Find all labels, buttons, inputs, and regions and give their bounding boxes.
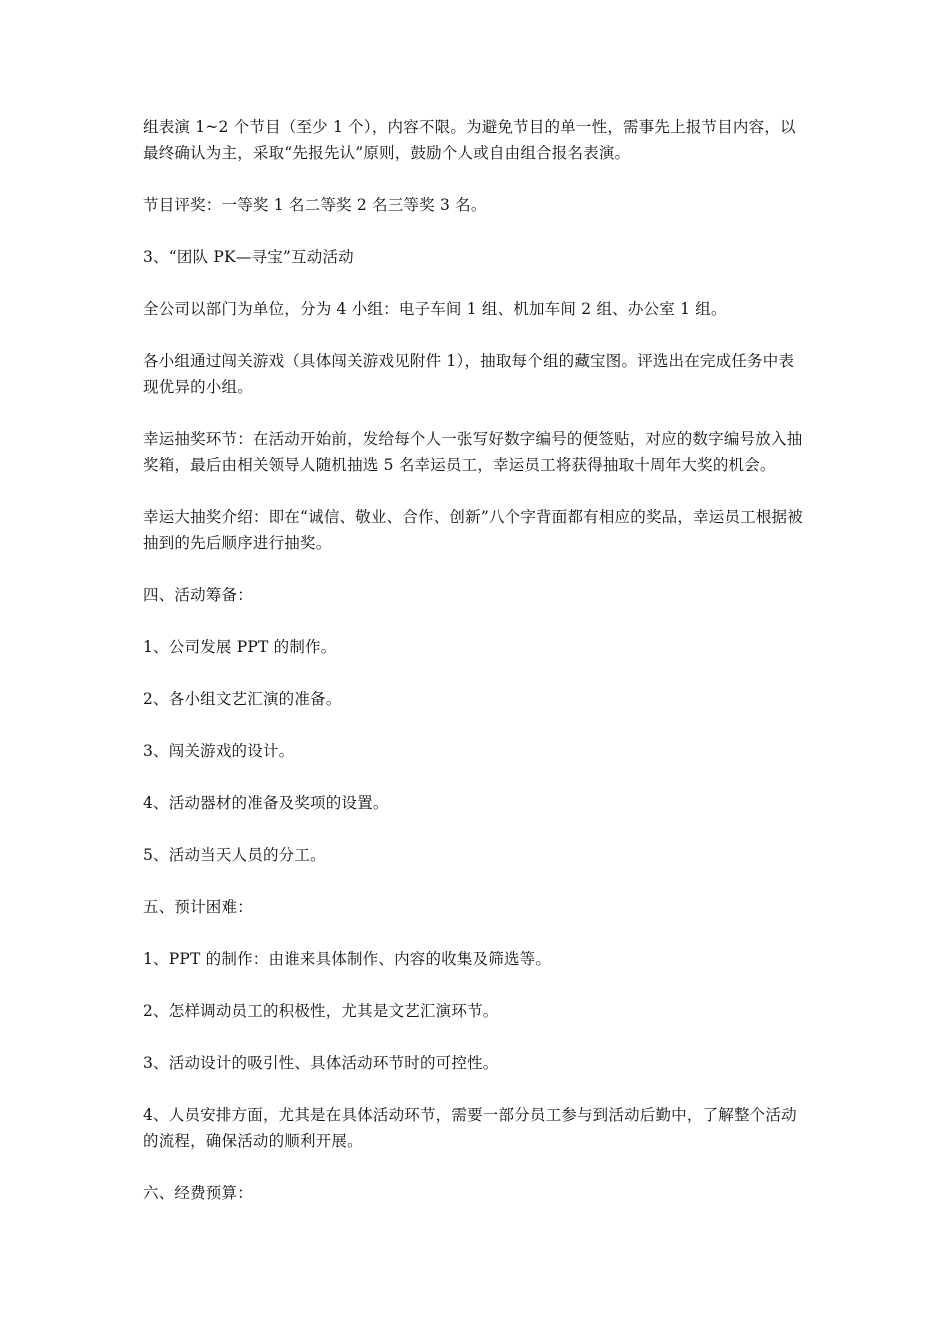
paragraph-lucky-draw: 幸运抽奖环节：在活动开始前，发给每个人一张写好数字编号的便签贴，对应的数字编号放入抽奖箱，最后由相关领导人随机抽选 5 名幸运员工，幸运员工将获得抽取十周年大奖的机会。 [143, 430, 803, 474]
heading-budget: 六、经费预算： [143, 1184, 253, 1202]
list-item-difficulty-2: 2、怎样调动员工的积极性，尤其是文艺汇演环节。 [143, 1002, 499, 1020]
document-body [143, 114, 809, 1232]
heading-preparation: 四、活动筹备： [143, 586, 253, 604]
list-item-prep-2: 2、各小组文艺汇演的准备。 [143, 690, 342, 708]
paragraph-challenge-games: 各小组通过闯关游戏（具体闯关游戏见附件 1），抽取每个组的藏宝图。评选出在完成任务中表现优异的小组。 [143, 352, 795, 396]
list-item-difficulty-3: 3、活动设计的吸引性、具体活动环节时的可控性。 [143, 1054, 499, 1072]
paragraph-team-division: 全公司以部门为单位，分为 4 小组：电子车间 1 组、机加车间 2 组、办公室 1 组。 [143, 300, 727, 318]
list-item-prep-5: 5、活动当天人员的分工。 [143, 846, 326, 864]
paragraph-grand-draw: 幸运大抽奖介绍：即在“诚信、敬业、合作、创新”八个字背面都有相应的奖品，幸运员工根据被抽到的先后顺序进行抽奖。 [143, 508, 803, 552]
heading-team-pk-activity: 3、“团队 PK—寻宝”互动活动 [143, 248, 354, 266]
paragraph-program-rules: 组表演 1~2 个节目（至少 1 个），内容不限。为避免节目的单一性，需事先上报节目内容，以最终确认为主，采取“先报先认”原则，鼓励个人或自由组合报名表演。 [143, 118, 796, 162]
list-item-difficulty-4: 4、人员安排方面，尤其是在具体活动环节，需要一部分员工参与到活动后勤中，了解整个活动的流程，确保活动的顺利开展。 [143, 1106, 797, 1150]
list-item-prep-3: 3、闯关游戏的设计。 [143, 742, 295, 760]
heading-difficulties: 五、预计困难： [143, 898, 253, 916]
list-item-prep-4: 4、活动器材的准备及奖项的设置。 [143, 794, 389, 812]
paragraph-program-awards: 节目评奖：一等奖 1 名二等奖 2 名三等奖 3 名。 [143, 196, 487, 214]
list-item-difficulty-1: 1、PPT 的制作：由谁来具体制作、内容的收集及筛选等。 [143, 950, 552, 968]
list-item-prep-1: 1、公司发展 PPT 的制作。 [143, 638, 337, 656]
